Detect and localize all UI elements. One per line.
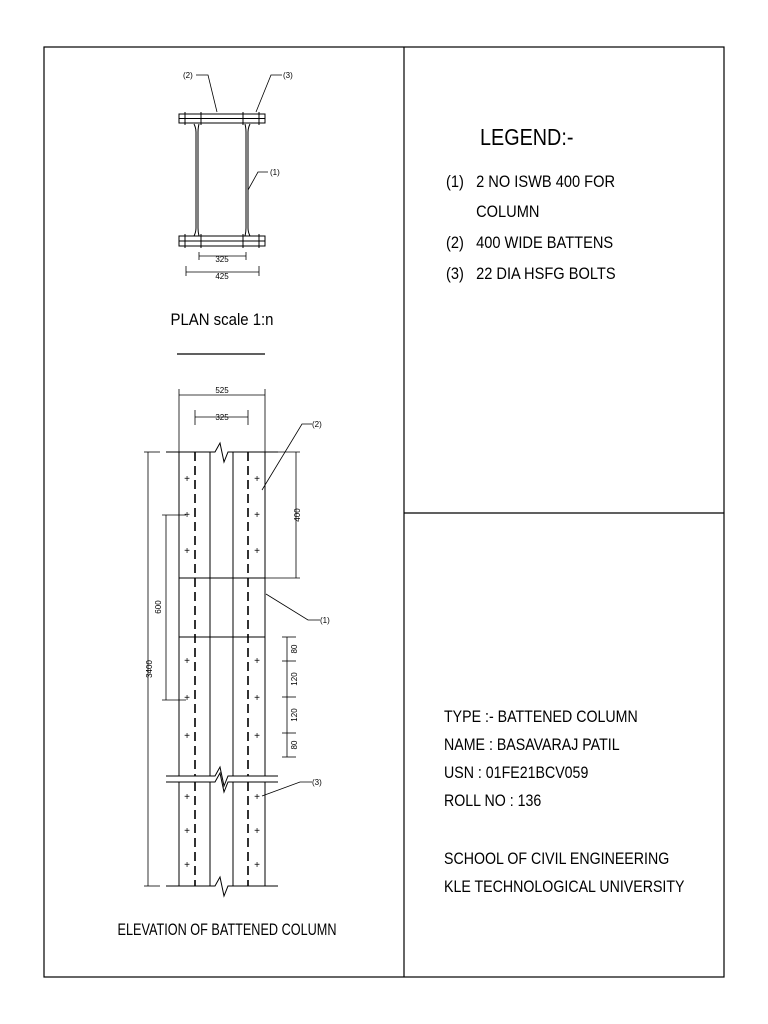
elev-callout-1: (1): [320, 616, 330, 625]
elevation-web-lines: [195, 452, 248, 886]
bolt: +: [184, 860, 190, 871]
elev-dim-spacing: 600: [154, 600, 163, 614]
bolt: +: [184, 510, 190, 521]
elev-dim-bolt-pitch-2: 120: [290, 708, 299, 722]
bolt: +: [254, 731, 260, 742]
plan-column-webs: [194, 124, 250, 236]
elevation-title: ELEVATION OF BATTENED COLUMN: [117, 921, 337, 939]
bolt: +: [184, 792, 190, 803]
info-type: TYPE :- BATTENED COLUMN: [444, 708, 638, 726]
elev-dim-total-height: 3400: [145, 660, 154, 678]
bolt: +: [254, 546, 260, 557]
legend-item-text: 400 WIDE BATTENS: [476, 233, 614, 252]
legend-item-number: (2): [446, 233, 464, 252]
bolt: +: [184, 546, 190, 557]
plan-callout-3: (3): [283, 71, 293, 80]
legend-item-text: COLUMN: [476, 202, 540, 221]
info-usn: USN : 01FE21BCV059: [444, 764, 589, 782]
elevation-bolt-dimensions: [282, 637, 296, 757]
legend-item-text: 2 NO ISWB 400 FOR: [476, 172, 616, 191]
elevation-column-chords: [179, 452, 265, 886]
legend-title: LEGEND:-: [480, 124, 574, 150]
bolt: +: [184, 826, 190, 837]
plan-bottom-batten: [179, 234, 265, 248]
plan-callout-1: (1): [270, 168, 280, 177]
elevation-view: [118, 386, 337, 939]
bolt: +: [184, 693, 190, 704]
elev-dim-bolt-edge-bottom: 80: [290, 740, 299, 750]
info-school: SCHOOL OF CIVIL ENGINEERING: [444, 850, 670, 868]
plan-dim-inner: 325: [215, 255, 229, 264]
elev-callout-3: (3): [312, 778, 322, 787]
sheet-border: [44, 47, 724, 977]
elev-dim-batten-depth: 400: [293, 508, 302, 522]
bolt: +: [184, 731, 190, 742]
bolt: +: [254, 510, 260, 521]
legend-item-number: (1): [446, 172, 464, 191]
plan-top-batten: [179, 112, 265, 125]
bolt: +: [254, 792, 260, 803]
plan-callout-2: (2): [183, 71, 193, 80]
info-roll: ROLL NO : 136: [444, 792, 542, 810]
bolt: +: [254, 826, 260, 837]
bolt: +: [254, 474, 260, 485]
elev-dim-bolt-pitch-1: 120: [290, 672, 299, 686]
elev-dim-top-outer: 525: [215, 386, 229, 395]
elevation-break-lines: [166, 443, 278, 896]
bolt: +: [254, 860, 260, 871]
bolt: +: [184, 474, 190, 485]
legend-item-text: 22 DIA HSFG BOLTS: [476, 264, 616, 283]
info-university: KLE TECHNOLOGICAL UNIVERSITY: [444, 878, 685, 896]
plan-dim-outer: 425: [215, 272, 229, 281]
info-name: NAME : BASAVARAJ PATIL: [444, 736, 620, 754]
elev-dim-top-inner: 325: [215, 413, 229, 422]
bolt: +: [254, 693, 260, 704]
elev-dim-bolt-edge-top: 80: [290, 644, 299, 654]
elev-callout-2: (2): [312, 420, 322, 429]
legend-item-number: (3): [446, 264, 464, 283]
bolt: +: [184, 656, 190, 667]
plan-view: [171, 71, 294, 354]
plan-title: PLAN scale 1:n: [170, 311, 274, 329]
elevation-battens: [179, 578, 265, 637]
bolt: +: [254, 656, 260, 667]
elevation-leaders: [262, 424, 320, 796]
